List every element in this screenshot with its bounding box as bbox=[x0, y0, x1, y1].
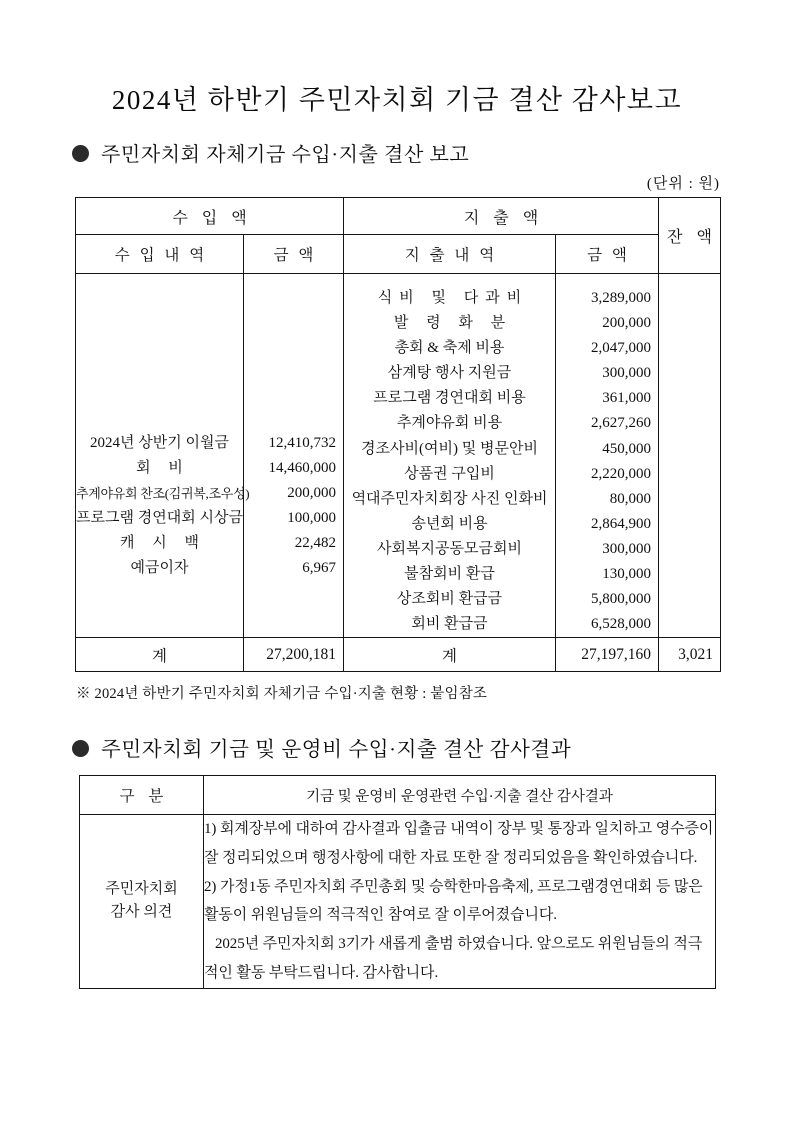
income-detail-list bbox=[76, 330, 250, 582]
income-amount-list bbox=[244, 330, 343, 582]
header-expense-amount: 금 액 bbox=[556, 235, 659, 274]
audit-opinion-label-line2: 감사 의견 bbox=[110, 904, 173, 921]
income-amount-cell bbox=[244, 274, 344, 638]
list-item: 예금이자 bbox=[130, 560, 189, 577]
expense-amount-list bbox=[556, 274, 658, 637]
list-item: 200,000 bbox=[287, 485, 336, 502]
expense-detail-list bbox=[344, 274, 555, 637]
list-item: 삼계탕 행사 지원금 bbox=[387, 365, 512, 382]
list-item: 회비 환급금 bbox=[411, 616, 488, 633]
total-balance-amount: 3,021 bbox=[659, 638, 721, 672]
list-item: 회 비 bbox=[136, 459, 190, 476]
list-item: 300,000 bbox=[602, 365, 651, 382]
header-income-group: 수 입 액 bbox=[76, 198, 344, 235]
list-item: 역대주민자치회장 사진 인화비 bbox=[351, 490, 548, 507]
table-body-row bbox=[76, 274, 721, 638]
list-item: 2,864,900 bbox=[591, 515, 651, 532]
list-item: 상조회비 환급금 bbox=[396, 591, 503, 608]
list-item: 발 령 화 분 bbox=[393, 315, 513, 332]
audit-opinion-body bbox=[204, 815, 716, 989]
list-item: 361,000 bbox=[602, 390, 651, 407]
audit-paragraph-3: 2025년 주민자치회 3기가 새롭게 출범 하였습니다. 앞으로도 위원님들의 적극적인 활동 부탁드립니다. 감사합니다. bbox=[204, 936, 703, 981]
list-item: 80,000 bbox=[609, 490, 651, 507]
list-item: 6,967 bbox=[302, 560, 336, 577]
header-gubun: 구 분 bbox=[80, 776, 204, 815]
income-detail-cell bbox=[76, 274, 250, 638]
total-expense-amount: 27,197,160 bbox=[556, 638, 659, 672]
total-income-amount: 27,200,181 bbox=[244, 638, 344, 672]
income-expense-table bbox=[75, 197, 721, 672]
list-item: 3,289,000 bbox=[591, 290, 651, 306]
balance-body-cell bbox=[659, 274, 721, 638]
list-item: 캐 시 백 bbox=[120, 535, 206, 552]
list-item: 100,000 bbox=[287, 510, 336, 527]
header-audit-result: 기금 및 운영비 운영관련 수입·지출 결산 감사결과 bbox=[204, 776, 716, 815]
list-item: 사회복지공동모금회비 bbox=[377, 540, 522, 557]
unit-note: (단위 : 원) bbox=[646, 176, 720, 192]
audit-result-table bbox=[79, 775, 716, 989]
list-item: 14,460,000 bbox=[268, 459, 336, 476]
list-item: 상품권 구입비 bbox=[404, 465, 495, 482]
section2-heading-label: 주민자치회 기금 및 운영비 수입·지출 결산 감사결과 bbox=[101, 739, 572, 761]
section-heading-income-expense bbox=[72, 138, 469, 167]
table-total-row bbox=[76, 638, 721, 672]
list-item: 5,800,000 bbox=[591, 591, 651, 608]
bullet-icon bbox=[72, 740, 89, 757]
list-item: 200,000 bbox=[602, 315, 651, 332]
bullet-icon bbox=[72, 145, 89, 162]
section-heading-audit-result bbox=[72, 732, 571, 762]
total-income-label: 계 bbox=[76, 638, 244, 672]
header-balance: 잔 액 bbox=[659, 198, 721, 274]
audit-opinion-label bbox=[80, 815, 204, 989]
list-item: 프로그램 경연대회 시상금 bbox=[76, 510, 243, 527]
total-expense-label: 계 bbox=[344, 638, 556, 672]
list-item: 총회 & 축제 비용 bbox=[394, 340, 505, 357]
table-group-header-row bbox=[76, 198, 721, 235]
list-item: 불참회비 환급 bbox=[404, 566, 495, 583]
header-income-detail: 수 입 내 역 bbox=[76, 235, 244, 274]
expense-detail-cell bbox=[344, 274, 556, 638]
list-item: 2,047,000 bbox=[591, 340, 651, 357]
list-item: 6,528,000 bbox=[591, 616, 651, 633]
list-item: 450,000 bbox=[602, 440, 651, 457]
list-item: 식비 및 다과비 bbox=[377, 290, 529, 306]
header-expense-detail: 지 출 내 역 bbox=[344, 235, 556, 274]
audit-opinion-label-line1: 주민자치회 bbox=[105, 881, 178, 898]
section1-heading-label: 주민자치회 자체기금 수입·지출 결산 보고 bbox=[101, 144, 470, 166]
audit-paragraph-2: 2) 가정1동 주민자치회 주민총회 및 승학한마음축제, 프로그램경연대회 등 많은 활동이 위원님들의 적극적인 참여로 잘 이루어졌습니다. bbox=[204, 878, 703, 924]
list-item: 경조사비(여비) 및 병문안비 bbox=[361, 440, 538, 457]
audit-header-row bbox=[80, 776, 716, 815]
footnote: ※ 2024년 하반기 주민자치회 자체기금 수입·지출 현황 : 붙임참조 bbox=[76, 686, 488, 702]
list-item: 300,000 bbox=[602, 540, 651, 557]
list-item: 2,627,260 bbox=[591, 415, 651, 432]
table-column-header-row bbox=[76, 235, 721, 274]
header-expense-group: 지 출 액 bbox=[344, 198, 659, 235]
list-item: 송년회 비용 bbox=[411, 515, 488, 532]
list-item: 2024년 상반기 이월금 bbox=[90, 434, 229, 451]
list-item: 22,482 bbox=[294, 535, 336, 552]
list-item: 130,000 bbox=[602, 566, 651, 583]
list-item: 2,220,000 bbox=[591, 465, 651, 482]
list-item: 12,410,732 bbox=[268, 434, 336, 451]
audit-paragraph-1: 1) 회계장부에 대하여 감사결과 입출금 내역이 장부 및 통장과 일치하고 영수증이 잘 정리되었으며 행정사항에 대한 자료 또한 잘 정리되었음을 확인하였습니다. bbox=[204, 821, 714, 866]
list-item: 추계야유회 찬조(김귀복,조우성) bbox=[76, 486, 250, 502]
audit-opinion-row bbox=[80, 815, 716, 989]
page-title: 2024년 하반기 주민자치회 기금 결산 감사보고 bbox=[111, 85, 683, 115]
header-income-amount: 금 액 bbox=[244, 235, 344, 274]
expense-amount-cell bbox=[556, 274, 659, 638]
list-item: 추계야유회 비용 bbox=[396, 415, 503, 432]
list-item: 프로그램 경연대회 비용 bbox=[373, 390, 526, 407]
